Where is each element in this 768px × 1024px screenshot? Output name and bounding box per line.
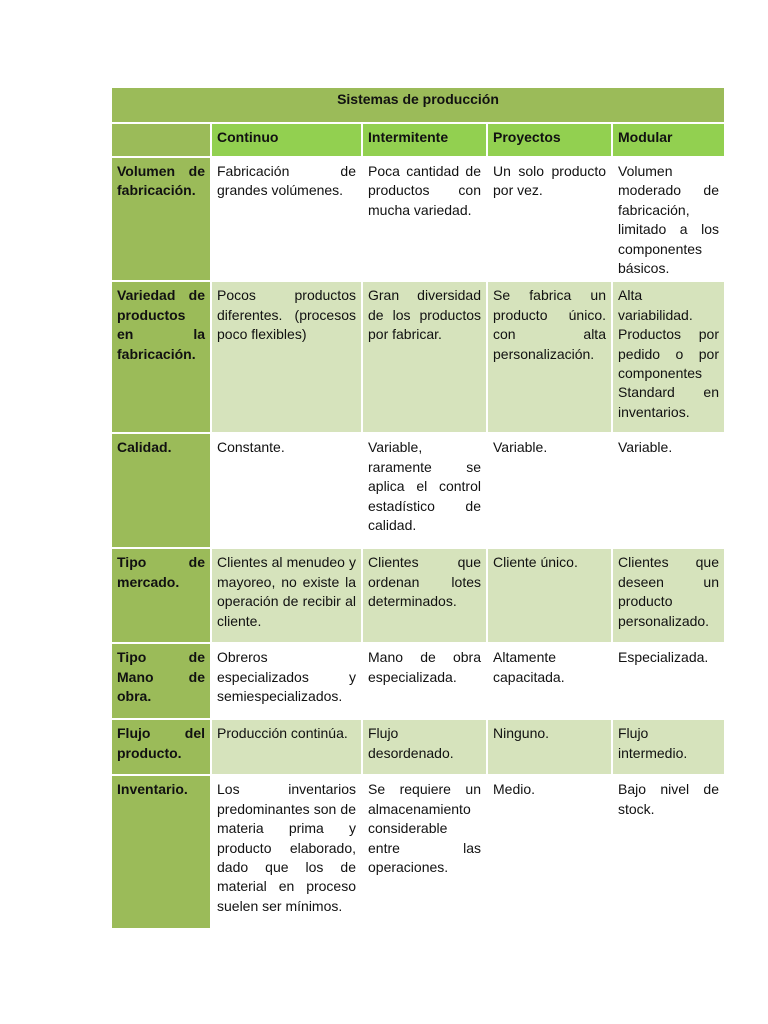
row-label: Flujo del producto. <box>111 719 211 775</box>
table-cell: Pocos productos diferentes. (procesos poco flexibles) <box>211 281 362 433</box>
table-cell: Clientes que ordenan lotes determinados. <box>362 548 487 643</box>
table-cell: Altamente capacitada. <box>487 643 612 719</box>
row-label: Tipo de Mano de obra. <box>111 643 211 719</box>
table-cell: Clientes al menudeo y mayoreo, no existe la operación de recibir al cliente. <box>211 548 362 643</box>
table-cell: Bajo nivel de stock. <box>612 775 725 929</box>
table-row <box>111 281 725 433</box>
table-cell: Gran diversidad de los productos por fabricar. <box>362 281 487 433</box>
column-header: Continuo <box>211 123 362 157</box>
table-cell: Clientes que deseen un producto personalizado. <box>612 548 725 643</box>
table-title: Sistemas de producción <box>111 87 725 123</box>
table-title-row <box>111 87 725 123</box>
table-row <box>111 548 725 643</box>
row-label: Volumen de fabricación. <box>111 157 211 281</box>
header-corner <box>111 123 211 157</box>
column-header: Intermitente <box>362 123 487 157</box>
table-cell: Un solo producto por vez. <box>487 157 612 281</box>
table-cell: Flujo intermedio. <box>612 719 725 775</box>
table-cell: Cliente único. <box>487 548 612 643</box>
table-row <box>111 719 725 775</box>
table-cell: Medio. <box>487 775 612 929</box>
table-cell: Se requiere un almacenamiento considerable entre las operaciones. <box>362 775 487 929</box>
table-cell: Especializada. <box>612 643 725 719</box>
table-row <box>111 643 725 719</box>
table-cell: Producción continúa. <box>211 719 362 775</box>
table-cell: Alta variabilidad. Productos por pedido o por componentes Standard en inventarios. <box>612 281 725 433</box>
table-cell: Volumen moderado de fabricación, limitado a los componentes básicos. <box>612 157 725 281</box>
table-cell: Ninguno. <box>487 719 612 775</box>
table-row <box>111 157 725 281</box>
table-row <box>111 775 725 929</box>
table-cell: Constante. <box>211 433 362 548</box>
column-header: Proyectos <box>487 123 612 157</box>
table-cell: Flujo desordenado. <box>362 719 487 775</box>
row-label: Calidad. <box>111 433 211 548</box>
row-label: Inventario. <box>111 775 211 929</box>
table-cell: Obreros especializados y semiespecializados. <box>211 643 362 719</box>
header-row <box>111 123 725 157</box>
table-cell: Se fabrica un producto único. con alta personalización. <box>487 281 612 433</box>
table-cell: Los inventarios predominantes son de materia prima y producto elaborado, dado que los de material en proceso suelen ser mínimos. <box>211 775 362 929</box>
table-row <box>111 433 725 548</box>
table-cell: Variable, raramente se aplica el control estadístico de calidad. <box>362 433 487 548</box>
row-label: Variedad de productos en la fabricación. <box>111 281 211 433</box>
production-systems-table <box>110 86 726 930</box>
table-cell: Variable. <box>487 433 612 548</box>
table-cell: Mano de obra especializada. <box>362 643 487 719</box>
table-cell: Variable. <box>612 433 725 548</box>
table-cell: Poca cantidad de productos con mucha variedad. <box>362 157 487 281</box>
row-label: Tipo de mercado. <box>111 548 211 643</box>
table-cell: Fabricación de grandes volúmenes. <box>211 157 362 281</box>
column-header: Modular <box>612 123 725 157</box>
